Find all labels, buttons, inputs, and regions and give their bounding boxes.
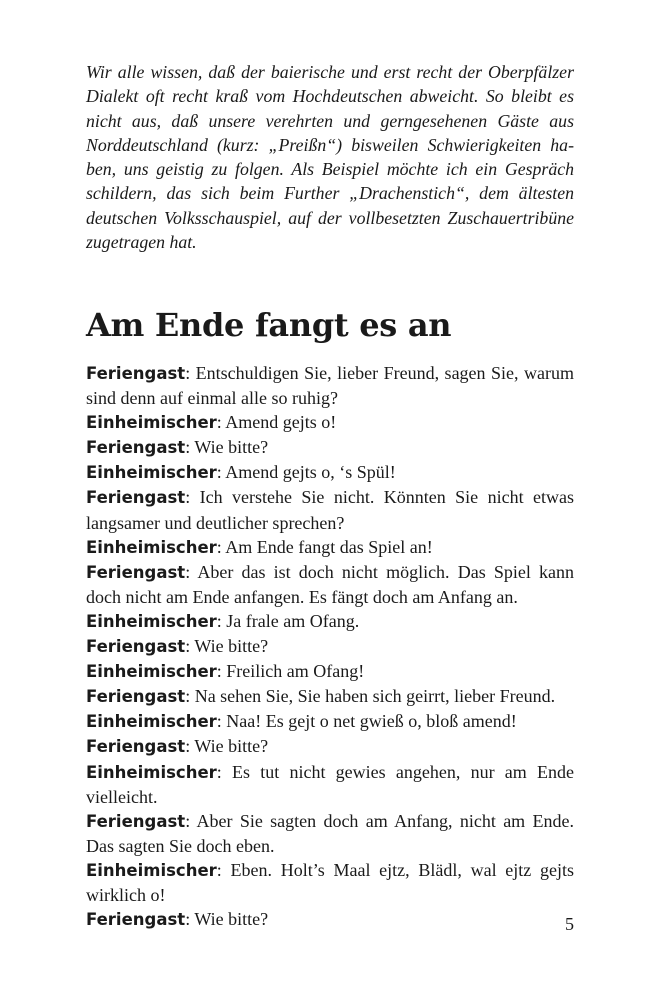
dialogue-line bbox=[86, 410, 574, 435]
dialogue-text: : Naa! Es gejt o net gwieß o, bloß amend! bbox=[216, 711, 517, 732]
dialogue-line bbox=[86, 684, 574, 709]
dialogue-text: : Wie bitte? bbox=[185, 636, 269, 657]
dialogue-line bbox=[86, 760, 574, 809]
dialogue-line bbox=[86, 734, 574, 759]
dialogue-line bbox=[86, 634, 574, 659]
speaker-name: Feriengast bbox=[86, 910, 186, 930]
dialogue-text: : Am Ende fangt das Spiel an! bbox=[216, 536, 433, 557]
speaker-name: Einheimischer bbox=[86, 413, 217, 433]
dialogue-line bbox=[86, 709, 574, 734]
dialogue-line bbox=[86, 858, 574, 907]
speaker-name: Feriengast bbox=[86, 488, 186, 508]
dialogue-text: : Na sehen Sie, Sie haben sich geirrt, lieber Freund. bbox=[185, 686, 556, 707]
dialogue-line bbox=[86, 907, 574, 932]
speaker-name: Feriengast bbox=[86, 562, 186, 582]
dialogue-line bbox=[86, 535, 574, 560]
dialogue-text: : Entschuldigen Sie, lieber Freund, sagen Sie, warum sind denn auf einmal alle so ruhig? bbox=[86, 363, 574, 409]
speaker-name: Einheimischer bbox=[86, 662, 217, 682]
dialogue-line bbox=[86, 361, 574, 410]
intro-paragraph: Wir alle wissen, daß der baierische und erst recht der Oberpfälzer Dialekt oft recht kraß vom Hochdeutschen abweicht. So bleibt es nicht aus, daß unsere verehrten und gerngesehenen Gäste aus Norddeutschland (kurz: „Preißn“) bisweilen Schwierigkeiten haben, uns geistig zu folgen. Als Beispiel möchte ich ein Gespräch schildern, das sich beim Further „Drachenstich“, dem ältesten deutschen Volksschauspiel, auf der vollbesetzten Zuschauertribüne zugetragen hat. bbox=[86, 62, 574, 253]
speaker-name: Einheimischer bbox=[86, 611, 217, 631]
dialogue-text: : Amend gejts o, ‘s Spül! bbox=[216, 462, 396, 483]
dialogue-line bbox=[86, 609, 574, 634]
speaker-name: Feriengast bbox=[86, 438, 186, 458]
speaker-name: Feriengast bbox=[86, 687, 186, 707]
speaker-name: Einheimischer bbox=[86, 762, 217, 782]
dialogue-line bbox=[86, 460, 574, 485]
dialogue-text: : Ja frale am Ofang. bbox=[216, 610, 360, 631]
dialogue-text: : Wie bitte? bbox=[185, 736, 269, 757]
dialogue-text: : Eben. Holt’s Maal ejtz, Blädl, wal ejtz gejts wirklich o! bbox=[86, 859, 574, 905]
dialogue-list bbox=[86, 361, 574, 932]
dialogue-line bbox=[86, 659, 574, 684]
dialogue-text: : Aber Sie sagten doch am Anfang, nicht am Ende. Das sagten Sie doch eben. bbox=[86, 810, 574, 856]
dialogue-text: : Ich verstehe Sie nicht. Könnten Sie nicht etwas langsamer und deutlicher sprechen? bbox=[86, 487, 574, 533]
dialogue-text: : Amend gejts o! bbox=[216, 412, 337, 433]
speaker-name: Feriengast bbox=[86, 637, 186, 657]
speaker-name: Einheimischer bbox=[86, 712, 217, 732]
page-number: 5 bbox=[565, 914, 574, 934]
speaker-name: Feriengast bbox=[86, 364, 186, 383]
speaker-name: Einheimischer bbox=[86, 537, 217, 557]
speaker-name: Feriengast bbox=[86, 737, 186, 757]
dialogue-line bbox=[86, 560, 574, 609]
dialogue-line bbox=[86, 485, 574, 534]
dialogue-text: : Freilich am Ofang! bbox=[216, 661, 365, 682]
dialogue-line bbox=[86, 435, 574, 460]
dialogue-line bbox=[86, 809, 574, 858]
dialogue-text: : Es tut nicht gewies angehen, nur am Ende vielleicht. bbox=[86, 761, 574, 807]
speaker-name: Einheimischer bbox=[86, 463, 217, 483]
dialogue-text: : Wie bitte? bbox=[185, 437, 269, 458]
dialogue-text: : Aber das ist doch nicht möglich. Das Spiel kann doch nicht am Ende anfangen. Es fängt doch am Anfang an. bbox=[86, 561, 574, 607]
section-heading: Am Ende fangt es an bbox=[86, 306, 452, 344]
dialogue-text: : Wie bitte? bbox=[185, 909, 269, 930]
speaker-name: Einheimischer bbox=[86, 860, 217, 880]
speaker-name: Feriengast bbox=[86, 811, 186, 831]
